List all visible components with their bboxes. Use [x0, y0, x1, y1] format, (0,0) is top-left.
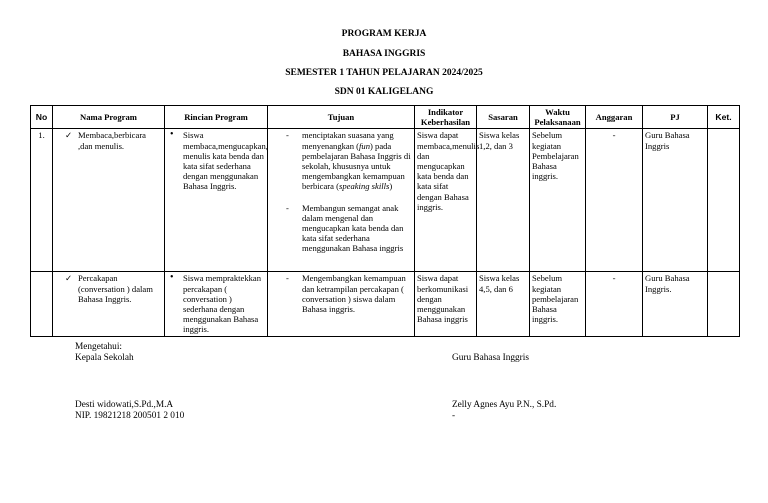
rincian-text: Siswa membaca,mengucapkan, menulis kata benda dan kata sifat sederhana dengan menggunakan Bahasa Inggris. [183, 130, 268, 192]
signature-teacher-nip: - [452, 411, 456, 421]
cell-ket [708, 129, 740, 272]
col-header-ket: Ket. [708, 106, 740, 129]
cell-indikator: Siswa dapat berkomunikasi dengan menggunakan Bahasa inggris [415, 272, 477, 336]
program-table [30, 105, 740, 337]
cell-nama-program [53, 129, 165, 272]
cell-pj: Guru Bahasa Inggris. [643, 272, 708, 336]
bullet-icon: • [170, 129, 174, 141]
tujuan-1-speaking-skills: speaking skills [338, 181, 390, 192]
col-header-tujuan: Tujuan [268, 106, 415, 129]
cell-sasaran: Siswa kelas 4,5, dan 6 [477, 272, 530, 336]
rincian-text: Siswa mempraktekkan percakapan ( conversation ) sederhana dengan menggunakan Bahasa inggris. [183, 273, 262, 335]
signature-teacher-name: Zelly Agnes Ayu P.N., S.Pd. [452, 400, 557, 410]
cell-indikator: Siswa dapat membaca,menulis dan mengucapkan kata benda dan kata sifat dengan Bahasa inggris. [415, 129, 477, 272]
cell-tujuan [268, 129, 415, 272]
col-header-pj: PJ [643, 106, 708, 129]
nama-program-text: Percakapan (conversation ) dalam Bahasa Inggris. [78, 273, 153, 304]
signature-right-name-block [452, 400, 556, 422]
title-subject: BAHASA INGGRIS [342, 49, 426, 59]
tujuan-1-part-c: ) [389, 181, 393, 192]
signature-left-name-block [75, 400, 184, 422]
col-header-indikator: Indikator Keberhasilan [415, 106, 477, 129]
signature-left-block [75, 342, 134, 364]
signature-headmaster-name: Desti widowati,S.Pd.,M.A [75, 400, 174, 410]
col-header-no: No [31, 106, 53, 129]
tujuan-text: Mengembangkan kemampuan dan ketrampilan percakapan ( conversation ) siswa dalam Bahasa inggris. [302, 273, 406, 315]
cell-anggaran: - [586, 129, 643, 272]
col-header-nama-program: Nama Program [53, 106, 165, 129]
tujuan-1-part-b: ) pada pembelajaran Bahasa Inggris di sekolah, khususnya untuk mengembangkan kemampuan berbicara ( [302, 140, 411, 192]
dash-icon: - [286, 202, 289, 213]
nama-program-text: Membaca,berbicara ,dan menulis. [78, 130, 146, 151]
dash-icon: - [286, 130, 289, 141]
cell-no [31, 272, 53, 336]
dash-icon: - [286, 273, 289, 284]
signature-right-block [452, 353, 529, 364]
col-header-waktu: Waktu Pelaksanaan [530, 106, 586, 129]
cell-rincian-program [165, 129, 268, 272]
col-header-sasaran: Sasaran [477, 106, 530, 129]
cell-nama-program [53, 272, 165, 336]
title-school: SDN 01 KALIGELANG [334, 87, 434, 97]
signature-headmaster-nip: NIP. 19821218 200501 2 010 [75, 411, 185, 421]
table-header-row [31, 106, 740, 129]
title-semester: SEMESTER 1 TAHUN PELAJARAN 2024/2025 [285, 68, 483, 78]
cell-waktu: Sebelum kegiatan Pembelajaran Bahasa inggris. [530, 129, 586, 272]
signature-teacher-label: Guru Bahasa Inggris [452, 353, 529, 363]
cell-pj: Guru Bahasa Inggris [643, 129, 708, 272]
cell-ket [708, 272, 740, 336]
tujuan-item-2: Membangun semangat anak dalam mengenal dan mengucapkan kata benda dan kata sifat sederhana menggunakan Bahasa inggris [302, 202, 404, 254]
tujuan-item-1 [302, 130, 412, 191]
col-header-anggaran: Anggaran [586, 106, 643, 129]
bullet-icon: • [170, 272, 174, 284]
signature-kepala-sekolah: Kepala Sekolah [75, 353, 134, 363]
cell-rincian-program [165, 272, 268, 336]
cell-tujuan [268, 272, 415, 336]
signature-mengetahui: Mengetahui: [75, 342, 122, 352]
cell-sasaran: Siswa kelas 1,2, dan 3 [477, 129, 530, 272]
tujuan-1-part-a: menciptakan suasana yang menyenangkan ( [302, 130, 394, 151]
table-row [31, 129, 740, 272]
tujuan-1-fun: fun [359, 140, 371, 151]
check-icon: ✓ [65, 130, 73, 141]
cell-anggaran: - [586, 272, 643, 336]
col-header-rincian-program: Rincian Program [165, 106, 268, 129]
cell-waktu: Sebelum kegiatan pembelajaran Bahasa inggris. [530, 272, 586, 336]
check-icon: ✓ [65, 273, 73, 284]
cell-no: 1. [31, 129, 53, 272]
title-program-kerja: PROGRAM KERJA [341, 29, 427, 39]
table-row [31, 272, 740, 336]
